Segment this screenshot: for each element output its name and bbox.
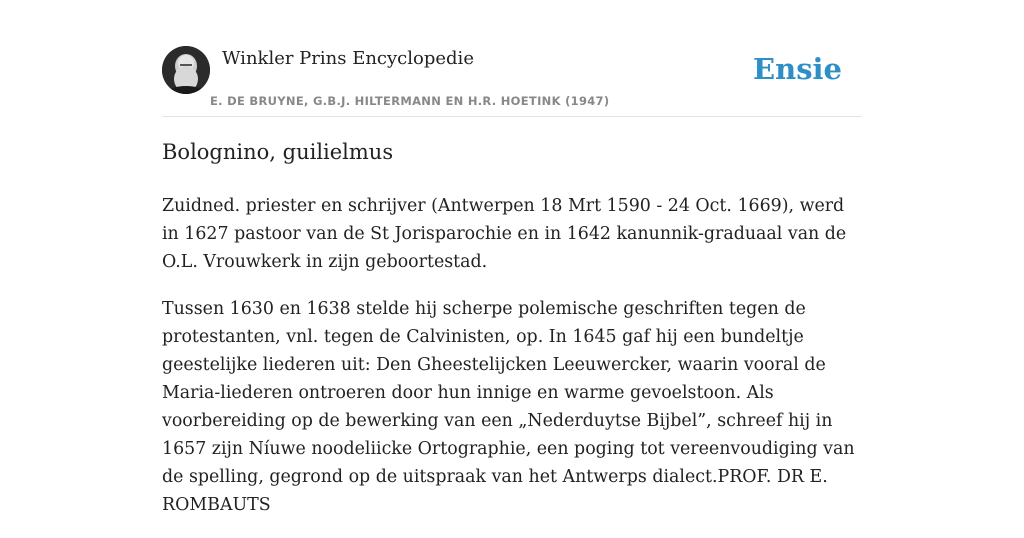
entry-paragraph: Zuidned. priester en schrijver (Antwerpen 18 Mrt 1590 - 24 Oct. 1669), werd in 1627 pastoor van de St Jorisparochie en in 1642 kanunnik-graduaal van de O.L. Vrouwkerk in zijn geboortestad. [162, 196, 847, 272]
ensie-logo[interactable]: Ensie [753, 52, 842, 86]
entry-body [162, 192, 862, 538]
entry-paragraph: Tussen 1630 en 1638 stelde hij scherpe polemische geschriften tegen de protestanten, vnl. tegen de Calvinisten, op. In 1645 gaf hij een bundeltje geestelijke liederen uit: Den Gheestelijcken Leeuwercker, waarin vooral de Maria-liederen ontroeren door hun innige en warme gevoelstoon. Als voorbereiding op de bewerking van een „Nederduytse Bijbel”, schreef hij in 1657 zijn Níuwe noodeliicke Ortographie, een poging tot vereenvoudiging van de spelling, gegrond op de uitspraak van het Antwerps dialect.PROF. DR E. ROMBAUTS [162, 299, 855, 515]
authors-line: E. DE BRUYNE, G.B.J. HILTERMANN EN H.R. HOETINK (1947) [210, 94, 610, 108]
entry-title: Bolognino, guilielmus [162, 140, 394, 164]
site-title[interactable]: Winkler Prins Encyclopedie [222, 48, 474, 69]
author-portrait-icon[interactable] [162, 46, 210, 94]
site-header [162, 46, 862, 117]
